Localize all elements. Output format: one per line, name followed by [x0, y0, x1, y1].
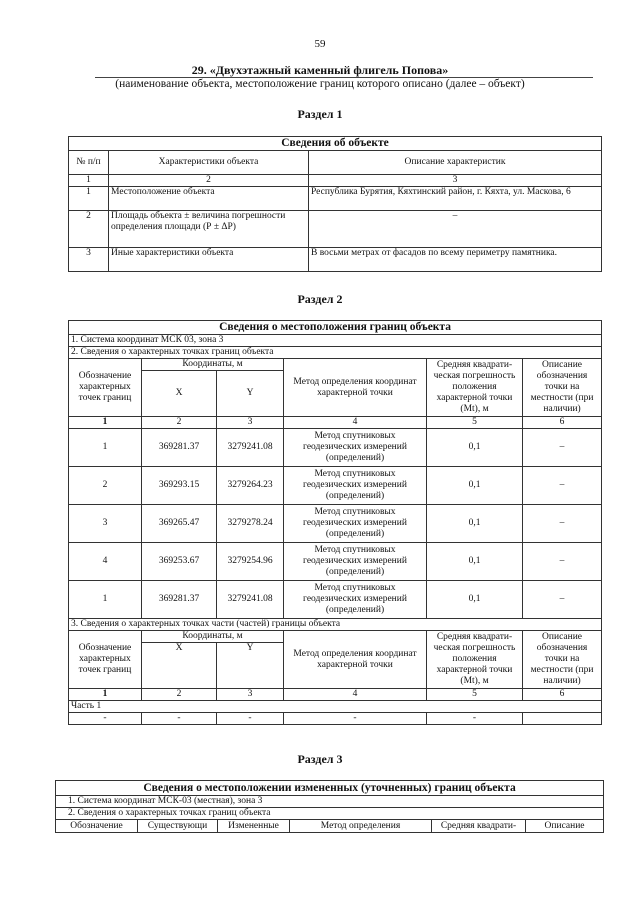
- point-x: 369253.67: [142, 543, 217, 581]
- header-coordinates: Координаты, м: [142, 359, 284, 371]
- point-method: Метод спутниковых геодезических измерений (определений): [284, 505, 427, 543]
- header-error: Средняя квадрати-ческая погрешность положения характерной точки (Mt), м: [427, 359, 523, 417]
- page-number: 59: [314, 38, 326, 50]
- point-x: 369265.47: [142, 505, 217, 543]
- empty-cell: -: [69, 713, 142, 725]
- num-cell: 1: [69, 175, 109, 187]
- num-cell: 2: [109, 175, 309, 187]
- point-error: 0,1: [427, 505, 523, 543]
- row-characteristic: Площадь объекта ± величина погрешности определения площади (Р ± ΔР): [109, 211, 309, 248]
- header-error: Средняя квадрати-ческая погрешность положения характерной точки (Mt), м: [427, 631, 523, 689]
- row-value: –: [309, 211, 602, 248]
- header-existing: Существующи: [138, 820, 218, 833]
- object-subtitle: (наименование объекта, местоположение границ которого описано (далее – объект): [115, 78, 525, 90]
- table-row: [69, 429, 602, 467]
- row-characteristic: Местоположение объекта: [109, 187, 309, 211]
- header-characteristic: Характеристики объекта: [109, 151, 309, 175]
- point-description: –: [523, 429, 602, 467]
- empty-cell: -: [217, 713, 284, 725]
- point-number: 1: [69, 581, 142, 619]
- point-method: Метод спутниковых геодезических измерений (определений): [284, 429, 427, 467]
- header-method: Метод определения: [290, 820, 432, 833]
- header-number: № п/п: [69, 151, 109, 175]
- header-changed: Измененные: [218, 820, 290, 833]
- point-number: 4: [69, 543, 142, 581]
- section1-table-title: Сведения об объекте: [69, 137, 602, 151]
- row-number: 3: [69, 248, 109, 272]
- parts-info-line: 3. Сведения о характерных точках части (частей) границы объекта: [69, 619, 602, 631]
- num-cell: 3: [217, 689, 284, 701]
- table-row: [69, 187, 602, 211]
- header-designation: Обозначение: [56, 820, 138, 833]
- table-row: [69, 713, 602, 725]
- point-x: 369281.37: [142, 581, 217, 619]
- empty-cell: -: [427, 713, 523, 725]
- row-value: Республика Бурятия, Кяхтинский район, г. Кяхта, ул. Маскова, 6: [309, 187, 602, 211]
- point-description: –: [523, 543, 602, 581]
- num-cell: 2: [142, 689, 217, 701]
- point-y: 3279264.23: [217, 467, 284, 505]
- header-x: X: [142, 371, 217, 417]
- row-value: В восьми метрах от фасадов по всему периметру памятника.: [309, 248, 602, 272]
- num-cell: 5: [427, 689, 523, 701]
- point-y: 3279278.24: [217, 505, 284, 543]
- header-y: Y: [217, 371, 284, 417]
- header-y: Y: [217, 643, 284, 689]
- point-error: 0,1: [427, 467, 523, 505]
- point-y: 3279241.08: [217, 429, 284, 467]
- points-info-line: 2. Сведения о характерных точках границ объекта: [69, 347, 602, 359]
- num-cell: 6: [523, 689, 602, 701]
- header-designation: Обозначение характерных точек границ: [69, 359, 142, 417]
- empty-cell: -: [284, 713, 427, 725]
- table-row: [69, 248, 602, 272]
- point-description: –: [523, 505, 602, 543]
- point-number: 3: [69, 505, 142, 543]
- point-y: 3279241.08: [217, 581, 284, 619]
- header-point-description: Описание обозначения точки на местности (при наличии): [523, 359, 602, 417]
- header-x: X: [142, 643, 217, 689]
- table-row: [69, 505, 602, 543]
- point-description: –: [523, 467, 602, 505]
- part-label: Часть 1: [69, 701, 602, 713]
- table-row: [69, 581, 602, 619]
- section3-table-title: Сведения о местоположении измененных (уточненных) границ объекта: [56, 781, 604, 796]
- coordinate-system-line: 1. Система координат МСК-03 (местная), зона 3: [56, 796, 604, 808]
- section2-heading: Раздел 2: [297, 292, 343, 306]
- point-number: 2: [69, 467, 142, 505]
- header-method: Метод определения координат характерной точки: [284, 631, 427, 689]
- object-info-table: [68, 136, 602, 272]
- point-x: 369281.37: [142, 429, 217, 467]
- table-row: [69, 467, 602, 505]
- point-error: 0,1: [427, 581, 523, 619]
- num-cell: 6: [523, 417, 602, 429]
- point-method: Метод спутниковых геодезических измерений (определений): [284, 543, 427, 581]
- points-info-line: 2. Сведения о характерных точках границ объекта: [56, 808, 604, 820]
- point-x: 369293.15: [142, 467, 217, 505]
- point-description: –: [523, 581, 602, 619]
- num-cell: 5: [427, 417, 523, 429]
- num-cell: 3: [217, 417, 284, 429]
- header-point-description: Описание: [526, 820, 604, 833]
- section1-heading: Раздел 1: [297, 107, 343, 121]
- point-error: 0,1: [427, 543, 523, 581]
- point-error: 0,1: [427, 429, 523, 467]
- num-cell: 1: [69, 417, 142, 429]
- num-cell: 4: [284, 689, 427, 701]
- boundary-points-table: [68, 320, 602, 725]
- header-designation: Обозначение характерных точек границ: [69, 631, 142, 689]
- table-row: [69, 211, 602, 248]
- row-characteristic: Иные характеристики объекта: [109, 248, 309, 272]
- num-cell: 2: [142, 417, 217, 429]
- point-method: Метод спутниковых геодезических измерений (определений): [284, 581, 427, 619]
- object-title: 29. «Двухэтажный каменный флигель Попова»: [191, 63, 449, 77]
- num-cell: 3: [309, 175, 602, 187]
- point-y: 3279254.96: [217, 543, 284, 581]
- point-number: 1: [69, 429, 142, 467]
- num-cell: 1: [69, 689, 142, 701]
- header-description: Описание характеристик: [309, 151, 602, 175]
- point-method: Метод спутниковых геодезических измерений (определений): [284, 467, 427, 505]
- header-coordinates: Координаты, м: [142, 631, 284, 643]
- empty-cell: [523, 713, 602, 725]
- num-cell: 4: [284, 417, 427, 429]
- section2-table-title: Сведения о местоположения границ объекта: [69, 321, 602, 335]
- header-point-description: Описание обозначения точки на местности (при наличии): [523, 631, 602, 689]
- header-method: Метод определения координат характерной точки: [284, 359, 427, 417]
- header-error: Средняя квадрати-: [432, 820, 526, 833]
- changed-boundaries-table: [55, 780, 604, 833]
- coordinate-system-line: 1. Система координат МСК 03, зона 3: [69, 335, 602, 347]
- row-number: 2: [69, 211, 109, 248]
- empty-cell: -: [142, 713, 217, 725]
- section3-heading: Раздел 3: [297, 752, 343, 766]
- row-number: 1: [69, 187, 109, 211]
- table-row: [69, 543, 602, 581]
